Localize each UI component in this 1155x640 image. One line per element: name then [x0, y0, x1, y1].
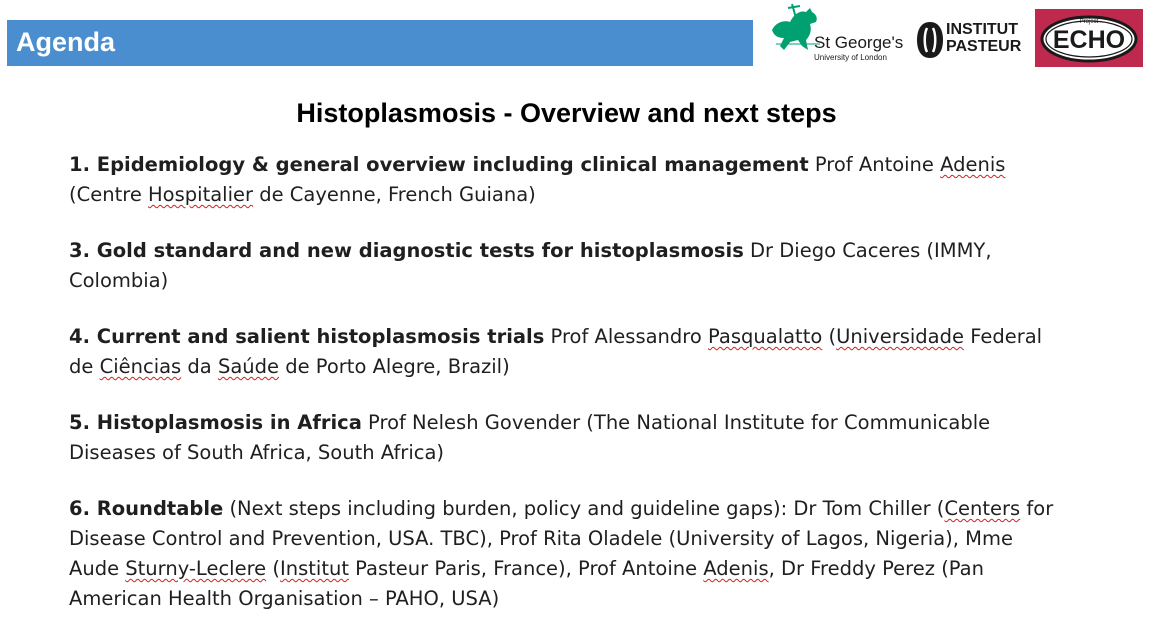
pasteur-line2: PASTEUR [946, 38, 1022, 55]
st-georges-name: St George's [814, 33, 904, 52]
spellcheck-word: Centers [944, 497, 1021, 520]
spellcheck-word: Pasqualatto [708, 325, 823, 348]
agenda-list [69, 150, 1069, 640]
spellcheck-word: Ciências [99, 355, 182, 378]
agenda-item-text: Dr Diego Caceres (IMMY, Colombia) [69, 239, 992, 292]
spellcheck-word: Hospitalier [148, 183, 254, 206]
agenda-item-title: 3. Gold standard and new diagnostic tests for histoplasmosis [69, 239, 744, 262]
echo-icon [1035, 9, 1143, 67]
agenda-item-title: 6. Roundtable [69, 497, 224, 520]
pasteur-icon [915, 20, 945, 60]
agenda-item-title: 1. Epidemiology & general overview including clinical management [69, 153, 809, 176]
agenda-item-text: Prof Nelesh Govender (The National Institute for Communicable Diseases of South Africa, South Africa) [69, 411, 991, 464]
agenda-item-text: for Disease Control and Prevention, USA. TBC), Prof Rita Oladele (University of Lagos, Nigeria), Mme Aude [69, 497, 1054, 580]
echo-small-text: Project [1079, 19, 1099, 25]
agenda-item-text: de Cayenne, French Guiana) [253, 183, 536, 206]
agenda-item [69, 236, 1069, 296]
agenda-item [69, 150, 1069, 210]
spellcheck-word: Saúde [217, 355, 280, 378]
st-georges-subtitle: University of London [814, 53, 887, 62]
agenda-item-text: Federal de [69, 325, 1043, 378]
institut-pasteur-logo [915, 18, 1023, 62]
agenda-item-title: 4. Current and salient histoplasmosis trials [69, 325, 545, 348]
agenda-item-text: , Dr Freddy Perez (Pan American Health Organisation – PAHO, USA) [69, 557, 984, 610]
spellcheck-word: Adenis [703, 557, 769, 580]
spellcheck-word: Sturny-Leclere [125, 557, 267, 580]
slide-heading: Histoplasmosis - Overview and next steps [296, 98, 837, 128]
project-echo-logo [1035, 9, 1143, 67]
agenda-item-text: da [181, 355, 218, 378]
agenda-item-text: (Centre [69, 183, 149, 206]
agenda-item [69, 408, 1069, 468]
header-banner [7, 20, 753, 66]
agenda-item-title: 5. Histoplasmosis in Africa [69, 411, 362, 434]
agenda-item-text: (Next steps including burden, policy and guideline gaps): Dr Tom Chiller ( [223, 497, 945, 520]
spellcheck-word: Universidade [836, 325, 964, 348]
institut-pasteur-text [946, 21, 1021, 55]
agenda-item [69, 322, 1069, 382]
agenda-item-text: ( [266, 557, 280, 580]
st-georges-logo [766, 0, 904, 68]
pasteur-line1: INSTITUT [946, 21, 1018, 38]
agenda-item-text: Prof Alessandro [544, 325, 709, 348]
agenda-item-text: Pasteur Paris, France), Prof Antoine [348, 557, 704, 580]
agenda-item-text: ( [822, 325, 837, 348]
agenda-item-text: de Porto Alegre, Brazil) [279, 355, 510, 378]
page-title: Agenda [16, 27, 116, 57]
echo-name-text: ECHO [1052, 26, 1126, 54]
spellcheck-word: Adenis [940, 153, 1006, 176]
agenda-item-text: Prof Antoine [808, 153, 941, 176]
spellcheck-word: Institut [279, 557, 349, 580]
agenda-item [69, 494, 1069, 614]
